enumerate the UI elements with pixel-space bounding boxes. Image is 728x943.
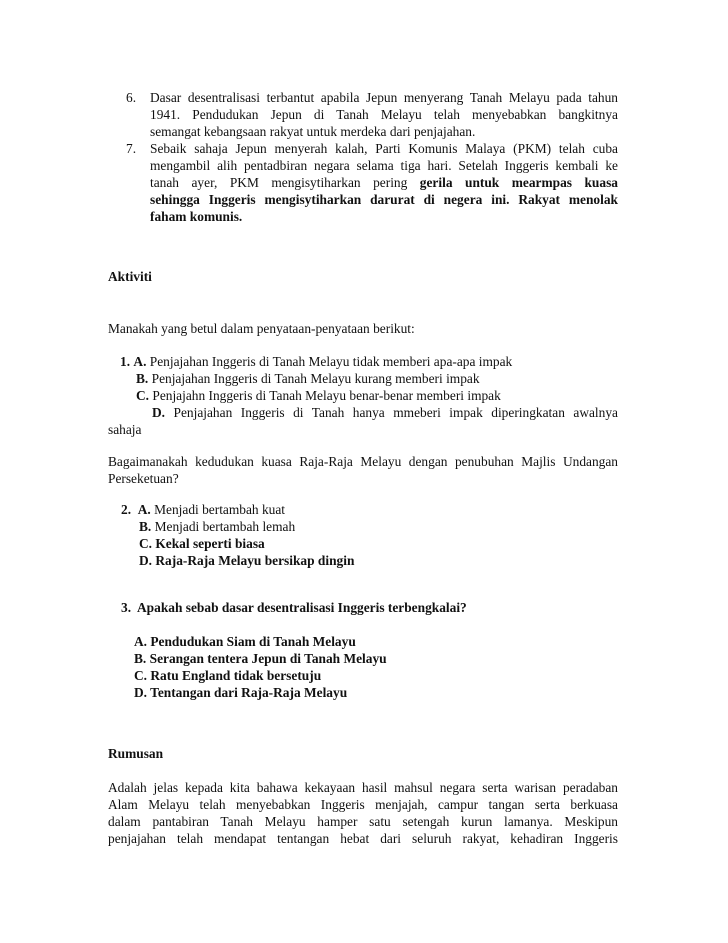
question-1-option-d-wrap: sahaja	[108, 422, 142, 437]
option-text: Menjadi bertambah kuat	[150, 502, 286, 517]
question-2-option-d	[139, 552, 354, 569]
list-item-text: semangat kebangsaan rakyat untuk merdeka dari penjajahan.	[150, 124, 476, 139]
question-3-option-b: B. Serangan tentera Jepun di Tanah Melayu	[134, 651, 387, 666]
question-1-option-b	[136, 370, 480, 387]
rumusan-text: Adalah jelas kepada kita bahawa kekayaan hasil mahsul negara serta warisan peradaban	[108, 780, 618, 795]
rumusan-text: penjajahan telah mendapat tentangan hebat dari seluruh rakyat, kehadiran Inggeris	[108, 831, 618, 846]
list-item-text-bold: gerila untuk mearmpas kuasa	[419, 175, 618, 190]
question-number: 1.	[120, 354, 131, 369]
option-letter: A.	[137, 502, 151, 517]
question-3-option-c: C. Ratu England tidak bersetuju	[134, 668, 322, 683]
list-item-text	[150, 174, 618, 191]
question-3	[121, 599, 467, 616]
option-text: Menjadi bertambah lemah	[151, 519, 296, 534]
question-number: 3.	[121, 600, 132, 615]
question-text: Apakah sebab dasar desentralisasi Inggeris terbengkalai?	[137, 600, 467, 615]
option-text: Kekal seperti biasa	[152, 536, 265, 551]
list-item-number: 7.	[126, 141, 137, 156]
question-number: 2.	[121, 502, 132, 517]
instruction-text: Manakah yang betul dalam penyataan-penyataan berikut:	[108, 321, 415, 336]
option-letter: C.	[136, 388, 150, 403]
option-letter: D.	[139, 553, 153, 568]
question-1-option-c	[136, 387, 501, 404]
list-item-text-bold: faham komunis.	[150, 209, 243, 224]
question-1-option-a	[120, 353, 512, 370]
option-text: Raja-Raja Melayu bersikap dingin	[152, 553, 355, 568]
section-heading-rumusan: Rumusan	[108, 746, 164, 761]
question-2-option-b	[139, 518, 295, 535]
section-heading-aktiviti: Aktiviti	[108, 269, 152, 284]
option-text: Penjajahan Inggeris di Tanah hanya mmeberi impak diperingkatan awalnya	[165, 405, 618, 420]
rumusan-text: Alam Melayu telah menyebabkan Inggeris menjajah, campur tangan serta berkuasa	[108, 797, 618, 812]
question-2-option-a	[121, 501, 285, 518]
question-2-text: Bagaimanakah kedudukan kuasa Raja-Raja Melayu dengan penubuhan Majlis Undangan	[108, 454, 618, 469]
question-2-option-c	[139, 535, 265, 552]
question-3-option-a: A. Pendudukan Siam di Tanah Melayu	[134, 634, 356, 649]
option-letter: A.	[133, 354, 147, 369]
question-1-option-d	[152, 404, 618, 421]
list-item-text-bold: sehingga Inggeris mengisytiharkan darurat di negera ini. Rakyat menolak	[150, 192, 618, 207]
list-item-text: Dasar desentralisasi terbantut apabila Jepun menyerang Tanah Melayu pada tahun	[150, 90, 618, 105]
question-3-option-d: D. Tentangan dari Raja-Raja Melayu	[134, 685, 348, 700]
option-letter: B.	[139, 519, 152, 534]
list-item-text: mengambil alih pentadbiran negara selama tiga hari. Setelah Inggeris kembali ke	[150, 158, 618, 173]
option-letter: D.	[152, 405, 166, 420]
list-item-text: 1941. Pendudukan Jepun di Tanah Melayu telah menyebabkan bangkitnya	[150, 107, 618, 122]
question-2-text: Perseketuan?	[108, 471, 179, 486]
option-text: Penjajahn Inggeris di Tanah Melayu benar-benar memberi impak	[149, 388, 501, 403]
option-letter: B.	[136, 371, 149, 386]
rumusan-text: dalam pantabiran Tanah Melayu hamper satu setengah kurun lamanya. Meskipun	[108, 814, 618, 829]
option-text: Penjajahan Inggeris di Tanah Melayu tidak memberi apa-apa impak	[146, 354, 513, 369]
list-item-text-normal: tanah ayer, PKM mengisytiharkan pering	[150, 175, 420, 190]
list-item-number: 6.	[126, 90, 137, 105]
list-item-text: Sebaik sahaja Jepun menyerah kalah, Parti Komunis Malaya (PKM) telah cuba	[150, 141, 618, 156]
option-letter: C.	[139, 536, 153, 551]
option-text: Penjajahan Inggeris di Tanah Melayu kurang memberi impak	[148, 371, 480, 386]
